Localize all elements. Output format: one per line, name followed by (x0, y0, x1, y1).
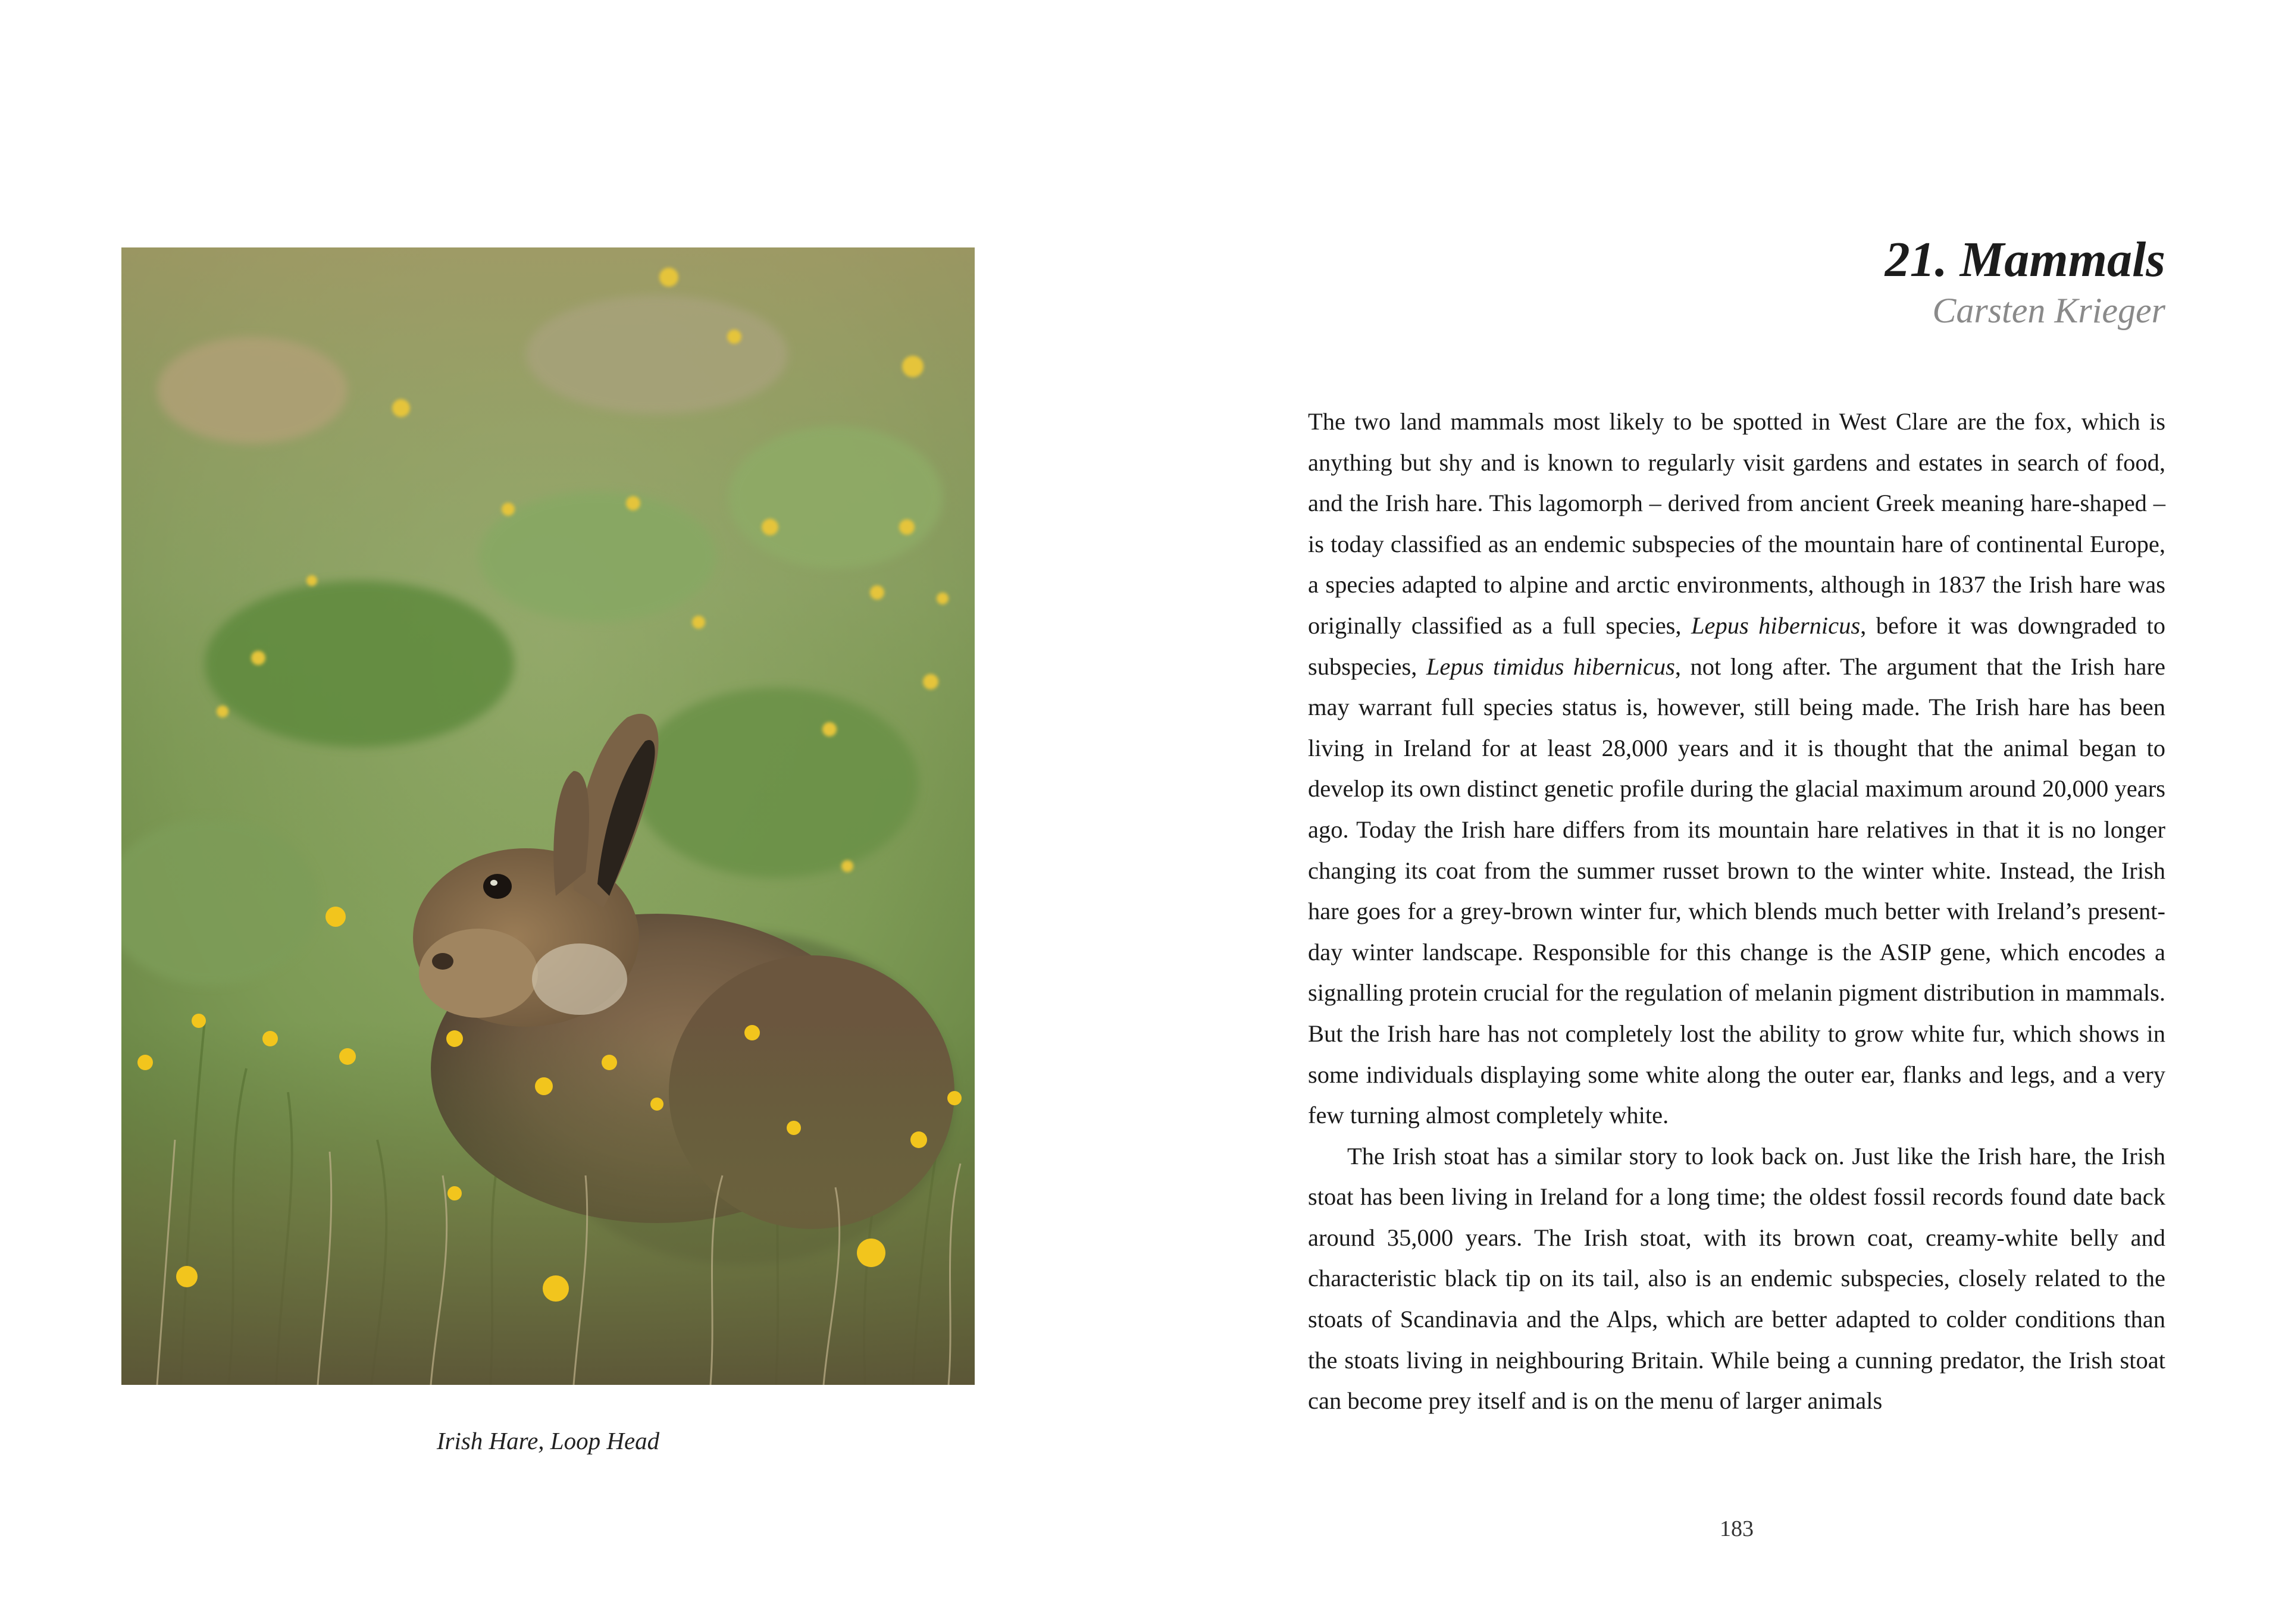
hare-photo-illustration (121, 247, 975, 1385)
chapter-body (1308, 402, 2165, 1422)
species-name-2: Lepus timidus hibernicus (1426, 653, 1675, 680)
hare-photo (121, 247, 975, 1385)
paragraph-1-part-3: , not long after. The argument that the Irish hare may warrant full species status is, however, still being made. The Irish hare has been living in Ireland for at least 28,000 years and it is thought that the animal began to develop its own distinct genetic profile during the glacial maximum around 20,000 years ago. Today the Irish hare differs from its mountain hare relatives in that it is no longer changing its coat from the summer russet brown to the winter white. Instead, the Irish hare goes for a grey-brown winter fur, which blends much better with Ireland’s present-day winter landscape. Responsible for this change is the ASIP gene, which encodes a signalling protein crucial for the regulation of melanin pigment distribution in mammals. But the Irish hare has not completely lost the ability to grow white fur, which shows in some individuals displaying some white along the outer ear, flanks and legs, and a very few turning almost completely white. (1308, 653, 2165, 1129)
photo-caption: Irish Hare, Loop Head (436, 1427, 660, 1454)
page-number: 183 (1720, 1516, 1754, 1541)
paragraph-1-part-2: , before it was downgraded to subspecies, (1308, 612, 2165, 680)
paragraph-1 (1308, 402, 2165, 1136)
paragraph-1-part-1: The two land mammals most likely to be spotted in West Clare are the fox, which is anything but shy and is known to regularly visit gardens and estates in search of food, and the Irish hare. This lagomorph – derived from ancient Greek meaning hare-shaped – is today classified as an endemic subspecies of the mountain hare of continental Europe, a species adapted to alpine and arctic environments, although in 1837 the Irish hare was originally classified as a full species, (1308, 408, 2165, 639)
chapter-title: 21. Mammals (1885, 232, 2165, 287)
paragraph-2: The Irish stoat has a similar story to look back on. Just like the Irish hare, the Irish stoat has been living in Ireland for a long time; the oldest fossil records found date back around 35,000 years. The Irish stoat, with its brown coat, creamy-white belly and characteristic black tip on its tail, also is an endemic subspecies, closely related to the stoats of Scandinavia and the Alps, which are better adapted to colder conditions than the stoats living in neighbouring Britain. While being a cunning predator, the Irish stoat can become prey itself and is on the menu of larger animals (1308, 1142, 2165, 1415)
chapter-author: Carsten Krieger (1932, 291, 2165, 330)
species-name-1: Lepus hibernicus (1691, 612, 1861, 639)
